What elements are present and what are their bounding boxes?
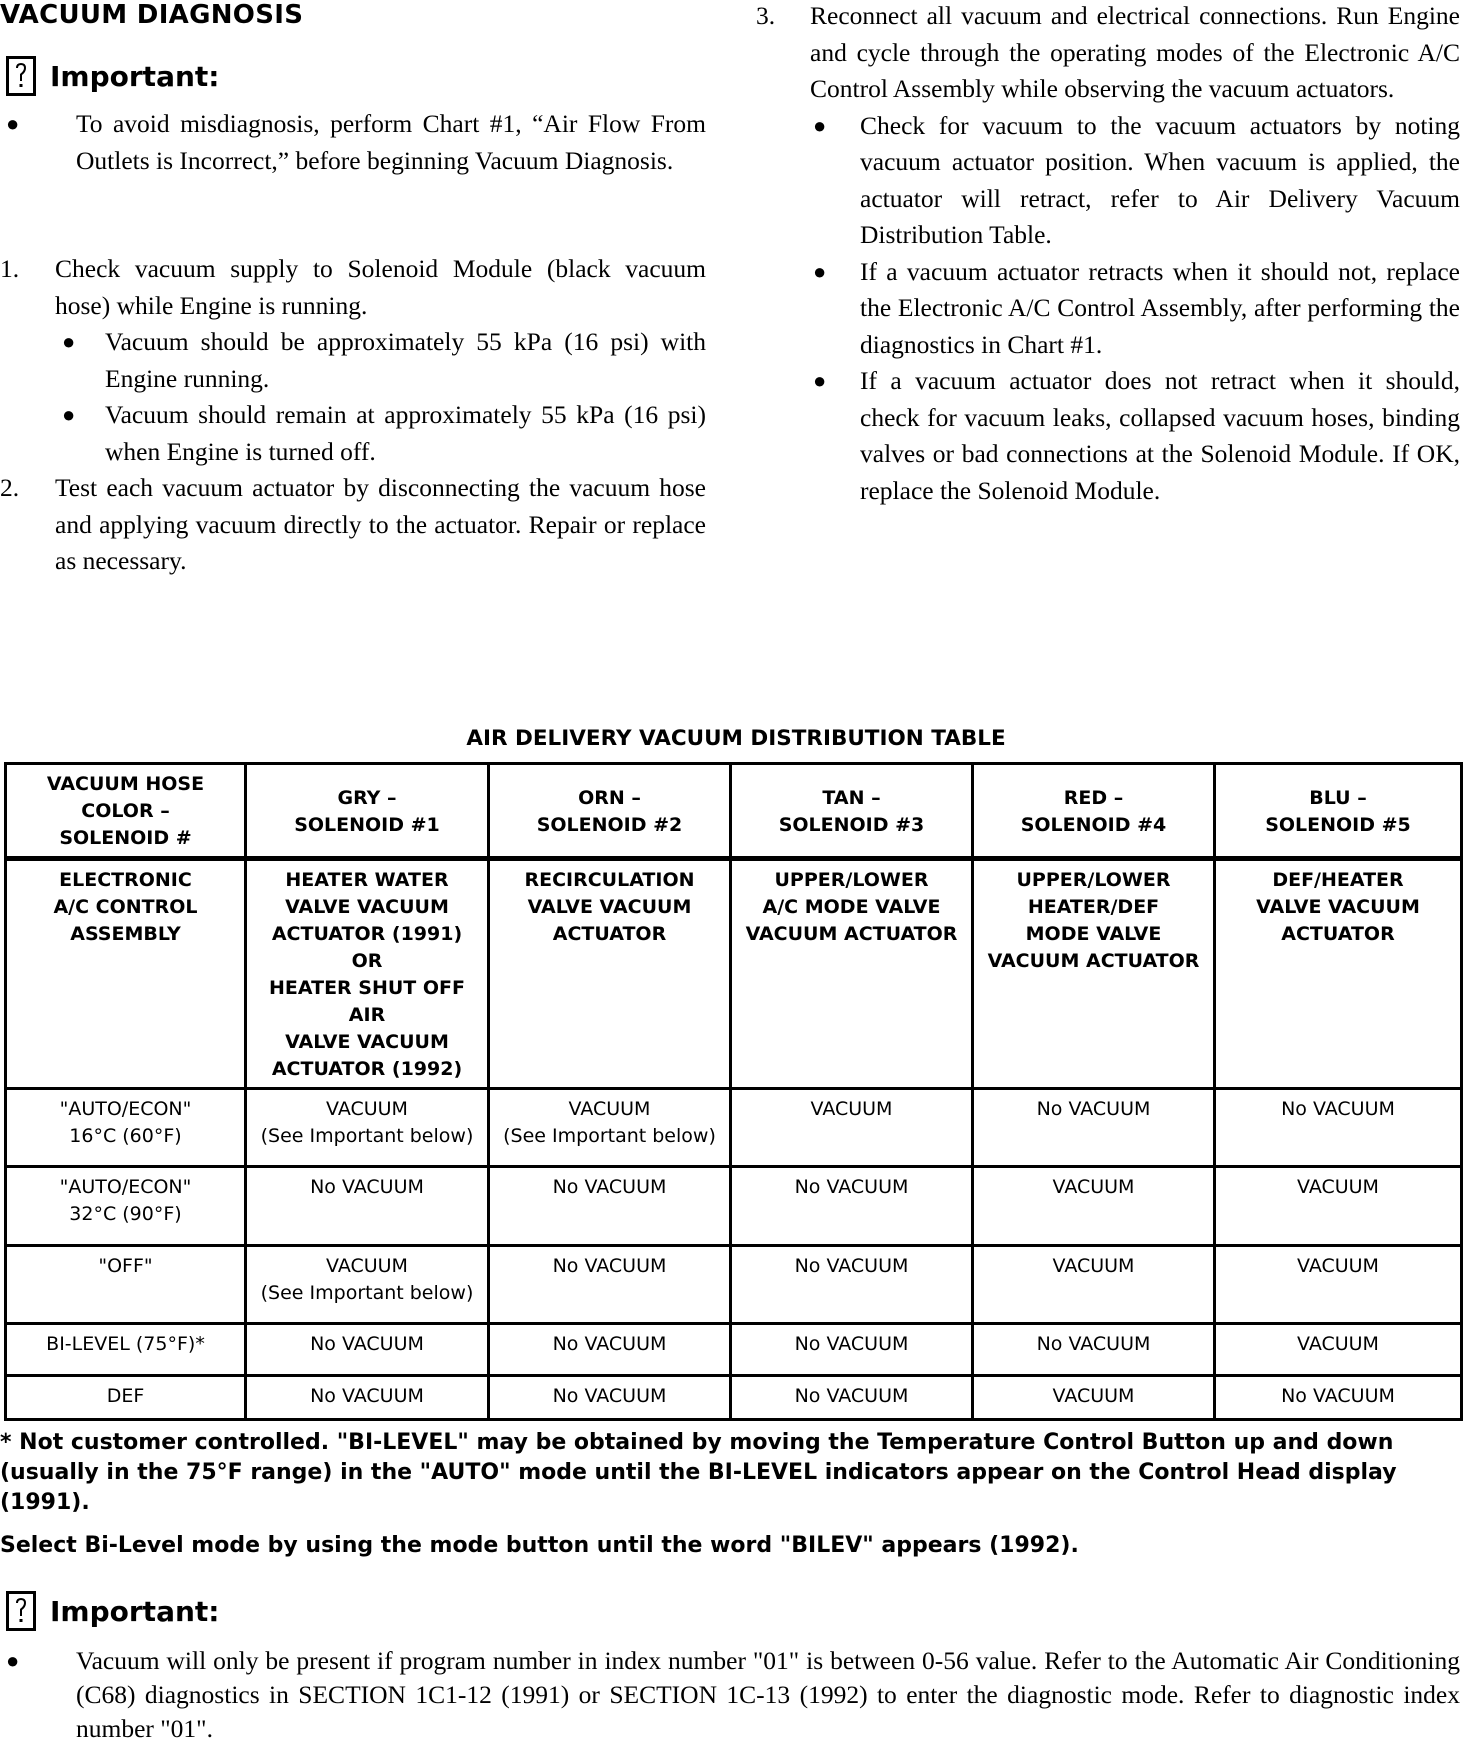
table-cell — [246, 1324, 489, 1376]
bullet-icon: ● — [62, 329, 76, 354]
subheader-cell — [489, 859, 731, 1089]
cell-line: RECIRCULATION — [524, 869, 695, 891]
table-cell — [731, 1167, 973, 1246]
step-1 — [0, 251, 706, 324]
table-cell — [489, 1089, 731, 1167]
step-3-bullet-1 — [756, 108, 1460, 254]
cell-line: VACUUM — [326, 1098, 408, 1120]
cell-line: VALVE VACUUM — [285, 1031, 449, 1053]
step-3-bullet-3 — [756, 363, 1460, 509]
cell-line: VACUUM — [326, 1255, 408, 1277]
cell-line: RED – — [1063, 786, 1124, 809]
bullet-text: If a vacuum actuator does not retract when it should, check for vacuum leaks, collapsed vacuum hoses, binding valves or bad connections at the Solenoid Module. If OK, replace the Solenoid Module. — [860, 366, 1460, 505]
mode-cell — [6, 1246, 246, 1324]
bullet-text: Vacuum should remain at approximately 55 kPa (16 psi) when Engine is turned off. — [105, 400, 706, 466]
subheader-cell — [973, 859, 1215, 1089]
table-cell — [731, 1376, 973, 1420]
cell-line: VALVE VACUUM — [527, 896, 692, 918]
table-row — [6, 1089, 1462, 1167]
cell-line: No VACUUM — [552, 1255, 667, 1277]
subheader-cell — [731, 859, 973, 1089]
cell-line: A/C CONTROL — [53, 896, 198, 918]
header-cell — [973, 764, 1215, 859]
step-number: 3. — [756, 1, 776, 30]
bullet-icon: ● — [6, 1648, 20, 1673]
cell-line: SOLENOID #3 — [778, 813, 925, 836]
table-row — [6, 1167, 1462, 1246]
cell-line: VACUUM — [1297, 1333, 1379, 1355]
table-cell — [973, 1246, 1215, 1324]
cell-line: BLU – — [1309, 786, 1367, 809]
table-cell — [1215, 1324, 1462, 1376]
table-cell — [1215, 1089, 1462, 1167]
important-label: Important: — [50, 59, 220, 93]
step-3-bullet-2 — [756, 254, 1460, 364]
bullet-icon: ● — [813, 368, 827, 393]
cell-line: No VACUUM — [310, 1176, 424, 1198]
cell-line: VACUUM ACTUATOR — [987, 950, 1200, 972]
subheader-cell — [1215, 859, 1462, 1089]
mode-cell — [6, 1089, 246, 1167]
header-cell — [6, 764, 246, 859]
cell-line: (See Important below) — [260, 1125, 474, 1147]
page-title: VACUUM DIAGNOSIS — [0, 0, 304, 30]
header-cell — [246, 764, 489, 859]
step-text: Check vacuum supply to Solenoid Module (black vacuum hose) while Engine is running. — [55, 254, 706, 320]
bullet-icon: ● — [813, 258, 827, 284]
cell-line: HEATER WATER — [285, 869, 449, 891]
bi-level-footnote: * Not customer controlled. "BI-LEVEL" may be obtained by moving the Temperature Control Button up and down (usually in the 75°F range) in the "AUTO" mode until the BI-LEVEL indicators appear on the Control Head display (1991). — [0, 1430, 1397, 1515]
bullet-text: Vacuum will only be present if program number in index number "01" is between 0-56 value. Refer to the Automatic Air Conditioning (C68) diagnostics in SECTION 1C1-12 (1991) or SECTION 1C-13 (1992) to enter the diagnostic mode. Refer to diagnostic index number "01". — [76, 1646, 1460, 1743]
cell-line: UPPER/LOWER — [774, 869, 929, 891]
table-cell — [246, 1089, 489, 1167]
cell-line: SOLENOID #2 — [536, 813, 683, 836]
cell-line: VACUUM — [1297, 1255, 1379, 1277]
bullet-text: Check for vacuum to the vacuum actuators by noting vacuum actuator position. When vacuum is applied, the actuator will retract, refer to Air Delivery Vacuum Distribution Table. — [860, 110, 1460, 249]
cell-line: VACUUM — [568, 1098, 651, 1120]
cell-line: SOLENOID # — [59, 827, 192, 849]
table-cell — [973, 1324, 1215, 1376]
cell-line: ASSEMBLY — [70, 923, 181, 945]
header-cell — [1215, 764, 1462, 859]
cell-line: ACTUATOR — [1281, 923, 1395, 945]
table-cell — [489, 1376, 731, 1420]
bottom-important-bullet — [6, 1644, 1460, 1746]
cell-line: VALVE VACUUM — [1256, 896, 1420, 918]
table-cell — [1215, 1246, 1462, 1324]
cell-line: "AUTO/ECON" — [59, 1176, 192, 1198]
mode-cell — [6, 1376, 246, 1420]
cell-line: DEF/HEATER — [1272, 869, 1404, 891]
table-cell — [246, 1246, 489, 1324]
cell-line: MODE VALVE — [1025, 923, 1162, 945]
cell-line: HEATER/DEF — [1027, 896, 1160, 918]
cell-line: OR — [351, 950, 383, 972]
table-cell — [731, 1246, 973, 1324]
cell-line: No VACUUM — [1036, 1333, 1151, 1355]
cell-line: No VACUUM — [552, 1385, 667, 1407]
caution-icon — [6, 56, 36, 96]
cell-line: A/C MODE VALVE — [762, 896, 941, 918]
important-heading — [6, 56, 219, 96]
bullet-icon: ● — [62, 402, 76, 427]
important-note-block — [6, 106, 706, 179]
cell-line: (See Important below) — [503, 1125, 716, 1147]
cell-line: UPPER/LOWER — [1016, 869, 1171, 891]
table-row — [6, 1324, 1462, 1376]
cell-line: ACTUATOR (1991) — [271, 923, 463, 945]
table-row — [6, 1246, 1462, 1324]
cell-line: HEATER SHUT OFF AIR — [269, 977, 465, 1026]
cell-line: No VACUUM — [310, 1333, 424, 1355]
cell-line: No VACUUM — [794, 1333, 909, 1355]
cell-line: VACUUM — [810, 1098, 893, 1120]
step-number: 2. — [0, 473, 20, 502]
cell-line: No VACUUM — [310, 1385, 424, 1407]
table-subheader-row — [6, 859, 1462, 1089]
step-2 — [0, 470, 706, 580]
bullet-text: Vacuum should be approximately 55 kPa (16 psi) with Engine running. — [105, 327, 706, 393]
table-cell — [1215, 1167, 1462, 1246]
bilev-select-note: Select Bi-Level mode by using the mode button until the word "BILEV" appears (1992). — [0, 1533, 1079, 1558]
step-3-block — [756, 0, 1460, 509]
bullet-icon: ● — [6, 111, 20, 136]
cell-line: BI-LEVEL (75°F)* — [46, 1333, 205, 1355]
cell-line: VACUUM ACTUATOR — [745, 923, 958, 945]
header-cell — [489, 764, 731, 859]
step-1-bullet-1 — [0, 324, 706, 397]
subheader-cell — [246, 859, 489, 1089]
cell-line: COLOR – — [81, 800, 170, 822]
cell-line: (See Important below) — [260, 1282, 474, 1304]
cell-line: VACUUM HOSE — [46, 773, 205, 795]
cell-line: 16°C (60°F) — [69, 1125, 182, 1147]
table-cell — [973, 1167, 1215, 1246]
cell-line: ACTUATOR (1992) — [271, 1058, 463, 1080]
cell-line: VACUUM — [1052, 1385, 1135, 1407]
cell-line: 32°C (90°F) — [69, 1203, 182, 1225]
cell-line: No VACUUM — [1036, 1098, 1151, 1120]
step-3 — [756, 0, 1460, 108]
table-cell — [246, 1167, 489, 1246]
caution-icon — [6, 1591, 36, 1631]
cell-line: ELECTRONIC — [59, 869, 192, 891]
step-number: 1. — [0, 254, 20, 283]
cell-line: No VACUUM — [1281, 1098, 1395, 1120]
cell-line: VALVE VACUUM — [285, 896, 449, 918]
cell-line: SOLENOID #1 — [294, 813, 440, 836]
table-cell — [246, 1376, 489, 1420]
cell-line: "OFF" — [98, 1255, 153, 1277]
cell-line: No VACUUM — [552, 1333, 667, 1355]
cell-line: SOLENOID #4 — [1020, 813, 1167, 836]
step-text: Test each vacuum actuator by disconnecting the vacuum hose and applying vacuum directly to the actuator. Repair or replace as necessary. — [55, 473, 706, 575]
important-bullet — [6, 106, 706, 179]
table-row — [6, 1376, 1462, 1420]
table-cell — [731, 1089, 973, 1167]
vacuum-distribution-table — [4, 762, 1463, 1421]
bottom-important-block — [6, 1644, 1460, 1746]
table-header-row — [6, 764, 1462, 859]
header-cell — [731, 764, 973, 859]
cell-line: ACTUATOR — [552, 923, 667, 945]
cell-line: GRY – — [337, 786, 397, 809]
step-1-block — [0, 251, 706, 580]
subheader-cell — [6, 859, 246, 1089]
step-text: Reconnect all vacuum and electrical connections. Run Engine and cycle through the operating modes of the Electronic A/C Control Assembly while observing the vacuum actuators. — [810, 1, 1460, 103]
important-heading-bottom — [6, 1591, 219, 1631]
table-title: AIR DELIVERY VACUUM DISTRIBUTION TABLE — [466, 726, 1006, 751]
bullet-icon: ● — [813, 112, 827, 138]
cell-line: VACUUM — [1297, 1176, 1379, 1198]
table-cell — [973, 1089, 1215, 1167]
table-cell — [489, 1324, 731, 1376]
step-1-bullet-2 — [0, 397, 706, 470]
cell-line: No VACUUM — [1281, 1385, 1395, 1407]
mode-cell — [6, 1167, 246, 1246]
cell-line: No VACUUM — [794, 1176, 909, 1198]
table-cell — [731, 1324, 973, 1376]
table-cell — [973, 1376, 1215, 1420]
important-bullet-text: To avoid misdiagnosis, perform Chart #1, “Air Flow From Outlets is Incorrect,” before beginning Vacuum Diagnosis. — [76, 109, 706, 175]
cell-line: "AUTO/ECON" — [59, 1098, 192, 1120]
important-label: Important: — [50, 1594, 220, 1628]
cell-line: VACUUM — [1052, 1176, 1135, 1198]
table-cell — [1215, 1376, 1462, 1420]
cell-line: VACUUM — [1052, 1255, 1135, 1277]
table-cell — [489, 1246, 731, 1324]
bullet-text: If a vacuum actuator retracts when it should not, replace the Electronic A/C Control Assembly, after performing the diagnostics in Chart #1. — [860, 256, 1460, 359]
table-cell — [489, 1167, 731, 1246]
mode-cell — [6, 1324, 246, 1376]
cell-line: SOLENOID #5 — [1265, 813, 1411, 836]
cell-line: TAN – — [822, 786, 881, 809]
cell-line: No VACUUM — [552, 1176, 667, 1198]
cell-line: DEF — [106, 1385, 145, 1407]
cell-line: ORN – — [578, 786, 641, 809]
cell-line: No VACUUM — [794, 1255, 909, 1277]
cell-line: No VACUUM — [794, 1385, 909, 1407]
